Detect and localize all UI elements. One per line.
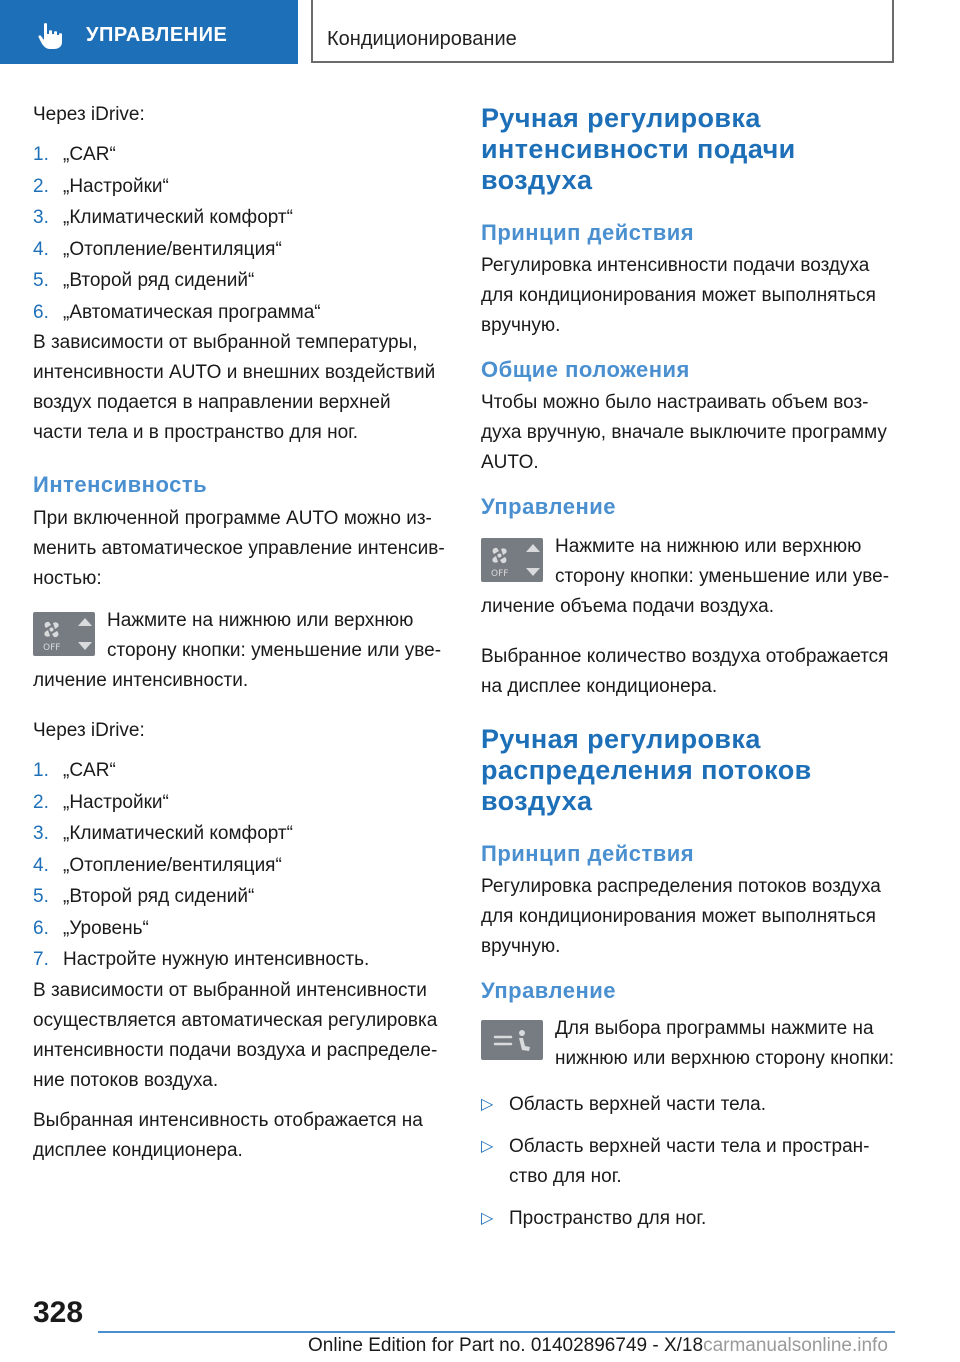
paragraph: Регулировка распределения потоков воздуха для кондиционирования может выполняться вручную. — [481, 876, 881, 957]
paragraph: В зависимости от выбранной интенсивности осуществляется автоматическая регулировка интенсивности подачи воздуха и распределение потоков воздуха. — [33, 979, 438, 1091]
right-column — [481, 100, 901, 1234]
chapter-header — [311, 0, 894, 63]
fan-off-up-down-icon — [33, 612, 95, 656]
icon-paragraph — [33, 606, 445, 696]
paragraph: При включенной программе AUTO можно изменить автоматическое управление интенсивностью: — [33, 508, 445, 589]
svg-text:OFF: OFF — [43, 643, 61, 653]
subsection-heading: Принцип действия — [481, 841, 695, 866]
list-item: 3. „Климатический комфорт“ — [33, 207, 293, 228]
icon-description: Нажмите на нижнюю или верхнюю сторону кнопки: уменьшение или увеличение объема подачи воздуха. — [481, 536, 890, 617]
list-item: 5. „Второй ряд сидений“ — [33, 886, 255, 907]
section-title: Ручная регулировка распределения потоков воздуха — [481, 724, 812, 816]
section-tab — [0, 0, 298, 64]
paragraph: В зависимости от выбранной температуры, интенсивности AUTO и внешних воздействий воздух подается в направлении верхней части тела и в пространство для ног. — [33, 332, 436, 443]
list-item: ▷ Область верхней части тела и пространство для ног. — [481, 1132, 901, 1192]
fan-off-up-down-icon — [481, 538, 543, 582]
section-heading: Интенсивность — [33, 472, 208, 497]
paragraph: Выбранная интенсивность отображается на дисплее кондиционера. — [33, 1109, 423, 1161]
list-item: 6. „Уровень“ — [33, 917, 149, 939]
edition-info: Online Edition for Part no. 01402896749 - X/18 — [308, 1335, 704, 1356]
paragraph: Чтобы можно было настраивать объем воздуха вручную, вначале выключите программу AUTO. — [481, 392, 887, 473]
left-column — [33, 100, 445, 1166]
subsection-heading: Управление — [481, 494, 617, 519]
icon-paragraph — [481, 532, 901, 622]
list-item: 5. „Второй ряд сидений“ — [33, 270, 255, 291]
list-item: 1. „CAR“ — [33, 144, 116, 165]
subsection-heading: Управление — [481, 978, 617, 1003]
watermark: carmanualsonline.info — [703, 1335, 888, 1356]
list-item: ▷ Область верхней части тела. — [481, 1090, 901, 1120]
chapter-title: Кондиционирование — [327, 28, 517, 50]
triangle-bullet-icon: ▷ — [481, 1096, 494, 1113]
footer-divider — [98, 1331, 895, 1333]
section-title: Ручная регулировка интенсивности подачи воздуха — [481, 103, 796, 195]
icon-description: Для выбора программы нажмите на нижнюю или верхнюю сторону кнопки: — [555, 1018, 895, 1069]
triangle-bullet-icon: ▷ — [481, 1210, 494, 1227]
triangle-bullet-icon: ▷ — [481, 1138, 494, 1155]
list-item: 2. „Настройки“ — [33, 791, 169, 813]
subsection-heading: Принцип действия — [481, 220, 695, 245]
intro-text: Через iDrive: — [33, 104, 145, 125]
footer-text — [308, 1335, 888, 1357]
paragraph: Выбранное количество воздуха отображается на дисплее кондиционера. — [481, 646, 889, 697]
list-item: ▷ Пространство для ног. — [481, 1204, 901, 1234]
list-item: 7. Настройте нужную интенсивность. — [33, 949, 370, 970]
steps-list-2 — [33, 755, 445, 976]
svg-text:OFF: OFF — [491, 569, 509, 579]
icon-description: Нажмите на нижнюю или верхнюю сторону кнопки: уменьшение или увеличение интенсивности. — [33, 610, 442, 691]
intro-text: Через iDrive: — [33, 720, 145, 741]
air-distribution-icon — [481, 1020, 543, 1060]
icon-paragraph — [481, 1014, 901, 1074]
hand-pointer-icon — [38, 22, 64, 50]
page-number: 328 — [33, 1296, 84, 1329]
list-item: 2. „Настройки“ — [33, 175, 169, 197]
option-list — [481, 1090, 901, 1234]
list-item: 3. „Климатический комфорт“ — [33, 823, 293, 844]
list-item: 6. „Автоматическая программа“ — [33, 301, 321, 323]
section-label: УПРАВЛЕНИЕ — [86, 24, 228, 46]
paragraph: Регулировка интенсивности подачи воздуха для кондиционирования может выполняться вручную. — [481, 255, 876, 336]
list-item: 4. „Отопление/вентиляция“ — [33, 854, 282, 876]
list-item: 4. „Отопление/вентиляция“ — [33, 238, 282, 260]
subsection-heading: Общие положения — [481, 357, 690, 382]
list-item: 1. „CAR“ — [33, 760, 116, 781]
steps-list-1 — [33, 139, 445, 328]
